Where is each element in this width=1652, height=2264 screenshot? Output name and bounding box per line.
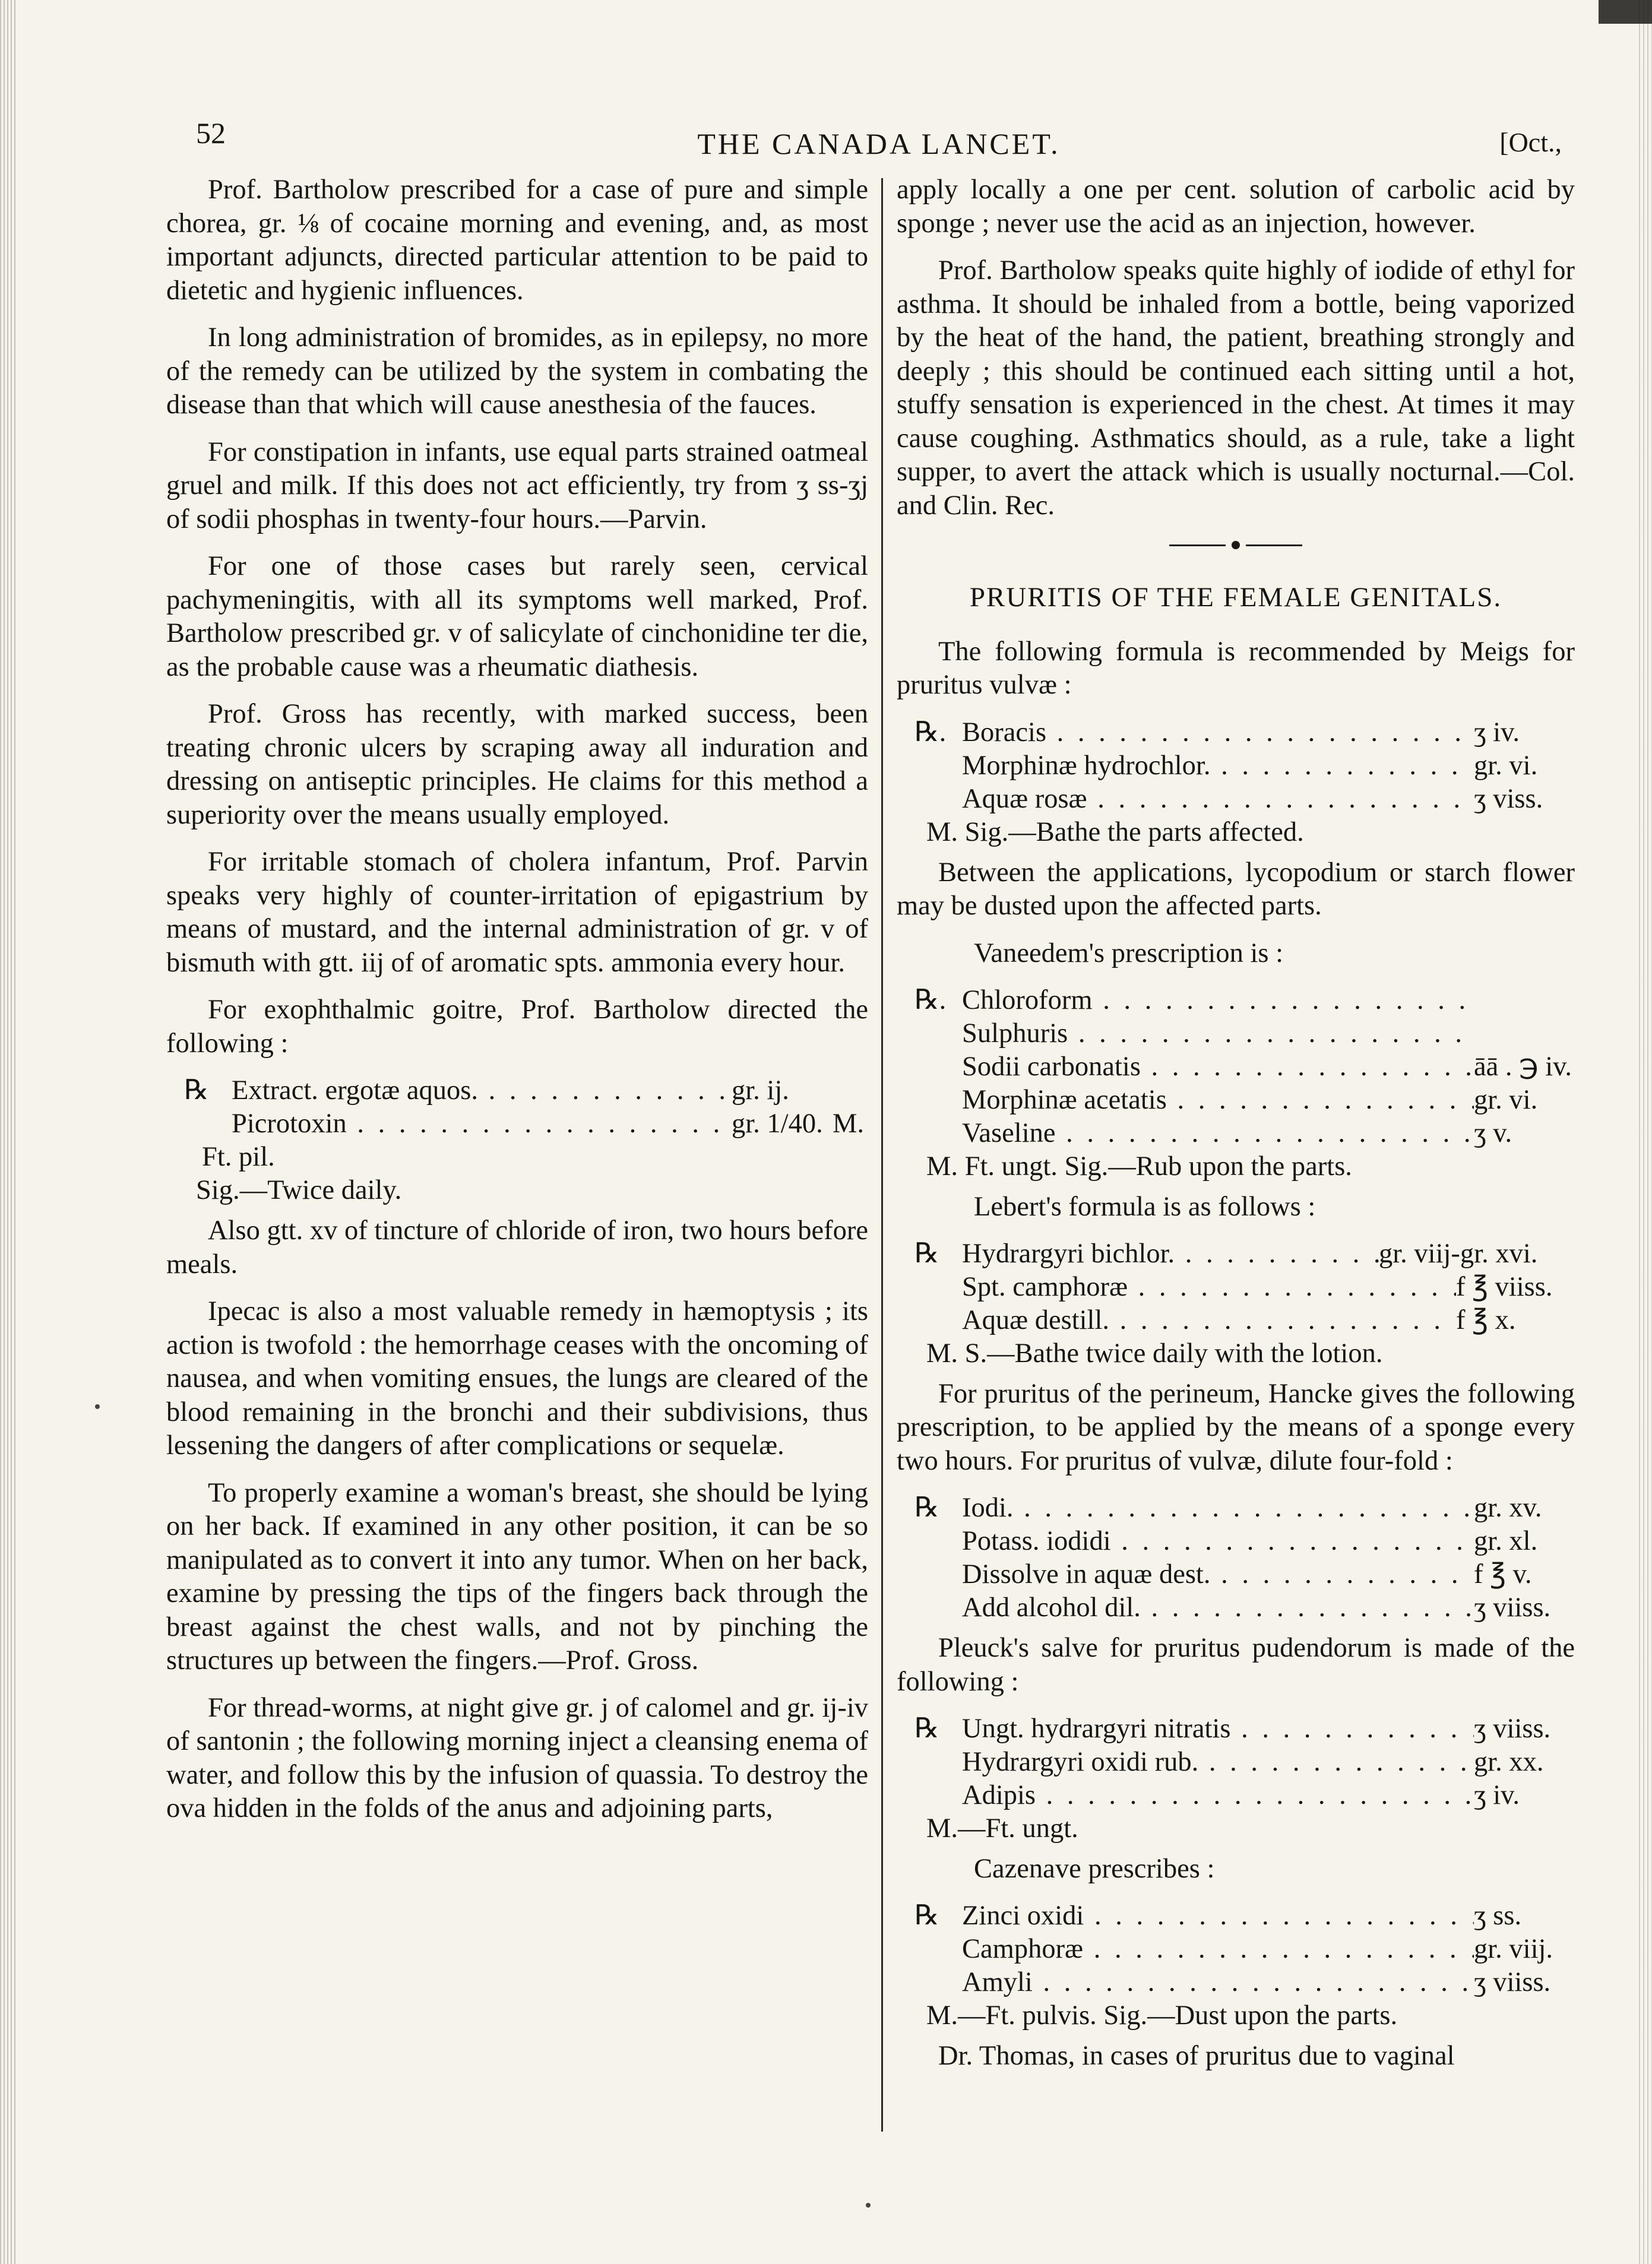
rx-ingredient: Sodii carbonatis . . . [962,1050,1474,1084]
rx-quantity: f ℥ viiss. [1456,1271,1553,1302]
rx-ingredient: Aquæ rosæ . . . [962,783,1474,816]
rx-line [897,1271,1575,1304]
section-title: PRURITIS OF THE FEMALE GENITALS. [969,582,1502,613]
prescription [897,1899,1575,2032]
rx-ingredient: Ungt. hydrargyri nitratis . . . [962,1712,1474,1746]
rx-line [166,1107,868,1141]
rx-signature: M.—Ft. pulvis. Sig.—Dust upon the parts. [926,2000,1398,2031]
paragraph: Ipecac is also a most valuable remedy in hæmoptysis ; its action is twofold : the hemorrhage ceases with the oncoming of nausea, and when vomiting ensues, the lungs are cleared of the blood remaining in the bronchi and their subdivisions, thus lessening the dangers of after complications or sequelæ. [166,1296,868,1461]
rx-line [897,1591,1575,1625]
rx-line [897,1558,1575,1591]
rx-line [897,1017,1575,1050]
page-number: 52 [196,116,226,150]
paragraph: For exophthalmic goitre, Prof. Bartholow directed the following : [166,995,868,1059]
recipe-symbol: ℞ [914,1493,939,1523]
running-month: [Oct., [1499,127,1562,157]
paragraph: Cazenave prescribes : [974,1854,1215,1884]
paragraph: In long administration of bromides, as in epilepsy, no more of the remedy can be utilized by the system in combating the disease than that which will cause anesthesia of the fauces. [166,322,868,420]
rx-ingredient: Extract. ergotæ aquos. . . . [232,1074,732,1108]
rx-quantity: gr. xx. [1474,1747,1544,1777]
rx-ingredient: Add alcohol dil. . . . [962,1591,1474,1625]
rx-quantity: ʒ viiss. [1474,1967,1551,1997]
paragraph: Pleuck's salve for pruritus pudendorum is made of the following : [897,1633,1575,1697]
stray-mark [866,2203,871,2208]
rx-quantity: ʒ iv. [1474,717,1520,748]
rx-line [897,1492,1575,1525]
rx-line [897,1084,1575,1117]
recipe-symbol: ℞ [914,1714,939,1744]
rx-quantity: gr. viij. [1474,1934,1553,1964]
rx-ingredient: Spt. camphoræ . . . [962,1271,1456,1304]
paragraph: Vaneedem's prescription is : [974,938,1284,968]
rx-line [897,1525,1575,1558]
rx-quantity: gr. xl. [1474,1526,1538,1556]
rx-quantity: f ℥ v. [1474,1559,1532,1589]
paragraph: For one of those cases but rarely seen, cervical pachymeningitis, with all its symptoms well marked, Prof. Bartholow prescribed gr. v of salicylate of cinchonidine ter die, as the probable cause was a rheumatic diathesis. [166,551,868,682]
rx-line [897,1966,1575,1999]
rx-line [897,1050,1575,1084]
rx-signature: M. Sig.—Bathe the parts affected. [926,816,1304,847]
rx-ingredient: Boracis . . . [962,716,1474,750]
rx-quantity: ʒ viss. [1474,783,1543,814]
paragraph: To properly examine a woman's breast, she should be lying on her back. If examined in any other position, it can be so manipulated as to convert it into any tumor. When on her back, examine by pressing the tips of the fingers back through the breast against the chest walls, and not by pinching the structures up between the fingers.—Prof. Gross. [166,1477,868,1676]
rx-line [897,1779,1575,1812]
prescription [897,1492,1575,1625]
paragraph: Between the applications, lycopodium or starch flower may be dusted upon the affected parts. [897,857,1575,921]
rx-ingredient: Camphoræ . . . [962,1933,1474,1967]
paragraph: Prof. Bartholow speaks quite highly of iodide of ethyl for asthma. It should be inhaled from a bottle, being vaporized by the heat of the hand, the patient, breathing strongly and deeply ; this should be continued each sitting until a hot, stuffy sensation is experienced in the chest. At times it may cause coughing. Asthmatics should, as a rule, take a light supper, to avert the attack which is usually nocturnal.—Col. and Clin. Rec. [897,255,1575,521]
paragraph: apply locally a one per cent. solution of carbolic acid by sponge ; never use the acid as an injection, however. [897,175,1575,239]
paragraph: For pruritus of the perineum, Hancke gives the following prescription, to be applied by the means of a sponge every two hours. For pruritus of vulvæ, dilute four-fold : [897,1378,1575,1476]
rx-line [897,716,1575,749]
paragraph: For thread-worms, at night give gr. j of calomel and gr. ij-iv of santonin ; the following morning inject a cleansing enema of water, and follow this by the infusion of quassia. To destroy the ova hidden in the folds of the anus and adjoining parts, [166,1692,868,1823]
prescription [897,1237,1575,1370]
recipe-symbol: ℞ [914,1238,939,1269]
paragraph: For constipation in infants, use equal parts strained oatmeal gruel and milk. If this does not act efficiently, try from ʒ ss-ʒj of sodii phosphas in twenty-four hours.—Parvin. [166,436,868,534]
rx-ingredient: Morphinæ hydrochlor. . . . [962,749,1474,783]
recipe-symbol: ℞. [914,984,947,1015]
rx-quantity: ʒ iv. [1474,1780,1520,1810]
column-rule [881,178,883,2132]
scan-corner-mark [1599,0,1652,24]
rx-quantity: āā . ℈ iv. [1474,1051,1572,1082]
rx-instruction: Ft. pil. [202,1142,275,1172]
rx-line [897,1304,1575,1337]
rx-signature: M.—Ft. ungt. [926,1813,1078,1844]
scan-edge-left [0,0,17,2264]
rx-ingredient: Dissolve in aquæ dest. . . . [962,1558,1474,1592]
rx-ingredient: Morphinæ acetatis . . . [962,1084,1474,1117]
left-column [166,173,868,1839]
rx-signature: Sig.—Twice daily. [196,1175,402,1205]
rx-ingredient: Hydrargyri bichlor. . . . [962,1237,1379,1271]
running-title: THE CANADA LANCET. [697,127,1061,160]
rx-ingredient: Iodi. . . . [962,1492,1474,1525]
rx-line [897,1746,1575,1779]
paragraph: Also gtt. xv of tincture of chloride of iron, two hours before meals. [166,1215,868,1280]
paragraph: Prof. Gross has recently, with marked success, been treating chronic ulcers by scraping away all induration and dressing on antiseptic principles. He claims for this method a superiority over the means usually employed. [166,699,868,830]
rx-line [897,1237,1575,1271]
paragraph: The following formula is recommended by Meigs for pruritus vulvæ : [897,636,1575,700]
prescription [897,984,1575,1183]
rx-ingredient: Chloroform . . . [962,984,1474,1018]
rx-line [897,783,1575,816]
rx-quantity: ʒ v. [1474,1117,1512,1148]
rx-quantity: gr. xv. [1474,1493,1542,1523]
recipe-symbol: ℞ [914,1901,939,1931]
prescription [166,1074,868,1207]
prescription [897,716,1575,849]
rx-line [897,984,1575,1017]
rx-quantity: gr. ij. [732,1075,789,1106]
rx-quantity: ʒ viiss. [1474,1714,1551,1744]
rx-quantity: gr. 1/40. [732,1109,823,1139]
recipe-symbol: ℞ [184,1075,209,1106]
rx-line [897,1933,1575,1966]
rx-quantity: gr. vi. [1474,750,1538,781]
rx-mix-mark: M. [833,1109,864,1139]
rx-quantity: ʒ ss. [1474,1901,1522,1931]
rx-ingredient: Amyli . . . [962,1966,1474,2000]
rx-ingredient: Zinci oxidi . . . [962,1899,1474,1933]
stray-mark [95,1404,100,1409]
rx-line [897,749,1575,783]
rx-line [166,1074,868,1107]
rx-signature: M. Ft. ungt. Sig.—Rub upon the parts. [926,1151,1352,1182]
rx-quantity: gr. vi. [1474,1084,1538,1115]
rx-ingredient: Aquæ destill. . . . [962,1304,1456,1338]
rx-quantity: gr. viij-gr. xvi. [1379,1238,1538,1269]
rx-ingredient: Hydrargyri oxidi rub. . . . [962,1746,1474,1779]
rx-ingredient: Vaseline . . . [962,1117,1474,1151]
section-separator [897,539,1575,551]
paragraph: Lebert's formula is as follows : [974,1191,1316,1222]
paragraph: Dr. Thomas, in cases of pruritus due to vaginal [938,2041,1455,2071]
paragraph: For irritable stomach of cholera infantum, Prof. Parvin speaks very highly of counter-irritation of epigastrium by means of mustard, and the internal administration of gr. v of bismuth with gtt. iij of of aromatic spts. ammonia every hour. [166,847,868,978]
recipe-symbol: ℞. [914,717,947,748]
rx-ingredient: Potass. iodidi . . . [962,1525,1474,1559]
right-column [897,173,1575,2087]
prescription [897,1712,1575,1845]
rx-line [897,1712,1575,1746]
rx-quantity: f ℥ x. [1456,1304,1516,1335]
scan-edge-right [1639,0,1652,2264]
rx-signature: M. S.—Bathe twice daily with the lotion. [926,1338,1383,1369]
rx-line [897,1117,1575,1150]
rx-ingredient: Picrotoxin . . . [232,1107,732,1141]
rx-ingredient: Sulphuris . . . [962,1017,1474,1051]
rx-ingredient: Adipis . . . [962,1779,1474,1813]
page-header [196,116,1562,169]
paragraph: Prof. Bartholow prescribed for a case of pure and simple chorea, gr. ⅛ of cocaine morning and evening, and, as most important adjuncts, directed particular attention to be paid to dietetic and hygienic influences. [166,175,868,306]
rx-quantity: ʒ viiss. [1474,1592,1551,1623]
rx-line [897,1899,1575,1933]
